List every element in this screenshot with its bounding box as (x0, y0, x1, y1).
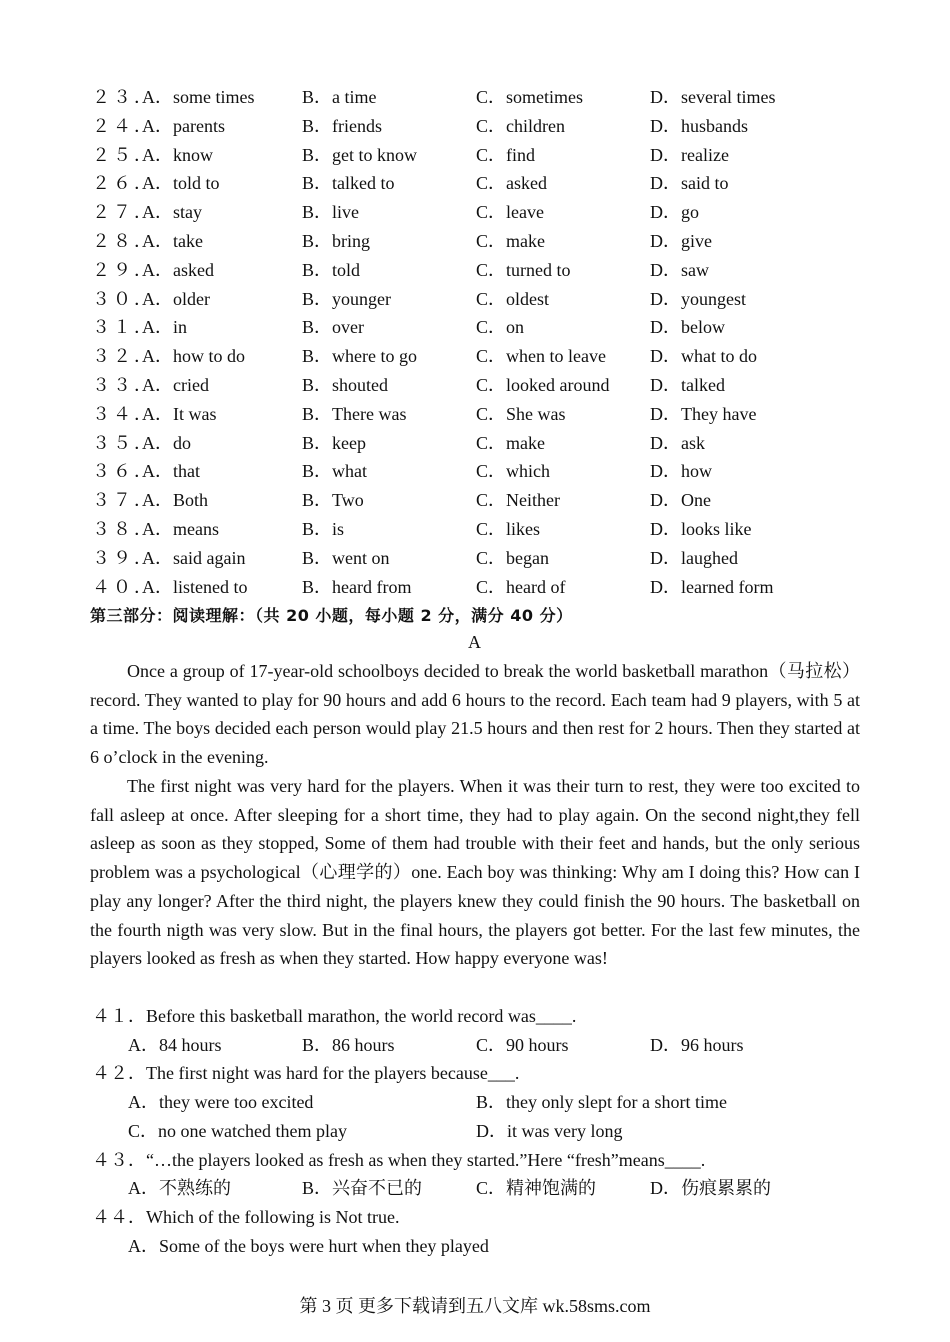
option-a: A．know (142, 144, 213, 165)
option-c: C．make (476, 432, 545, 453)
option-b: B．told (302, 259, 361, 280)
question-number: ３０． (92, 288, 155, 309)
option-c: C．find (476, 144, 536, 165)
question-number: ２５． (92, 144, 155, 165)
option-a: A．take (142, 231, 203, 251)
option-c: C．oldest (476, 288, 550, 309)
option-b: B．friends (302, 115, 382, 136)
option-c: C．likes (476, 519, 541, 539)
option-b: B．is (302, 519, 345, 539)
option-d: D．go (650, 202, 699, 223)
option-b: B．a time (302, 87, 377, 107)
option-d: D．said to (650, 173, 729, 194)
option-d: D．realize (650, 144, 729, 165)
question-number: ３５． (92, 432, 155, 453)
question-42-stem: ４２．The first night was hard for the players because___. (92, 1063, 520, 1083)
option-a: A．some times (142, 87, 255, 107)
option-d: D．below (650, 317, 725, 338)
option-d: D．looks like (650, 519, 752, 539)
question-41-stem: ４１．Before this basketball marathon, the world record was____. (92, 1006, 577, 1026)
page-footer: 第 3 页 更多下载请到五八文库 wk.58sms.com (299, 1296, 651, 1316)
option-c: C．Neither (476, 490, 560, 511)
option-a: A．cried (142, 375, 209, 395)
passage-title: A (468, 632, 481, 652)
section-title: 第三部分：阅读理解：（共 20 小题，每小题 2 分，满分 40 分） (90, 606, 573, 625)
question-42-option-a: A．they were too excited (128, 1092, 314, 1112)
option-d: D．saw (650, 259, 709, 280)
option-c: C．looked around (476, 375, 610, 395)
option-b: B．what (302, 461, 367, 482)
option-b: B．get to know (302, 144, 417, 165)
option-a: A．listened to (142, 576, 248, 597)
question-41-option-b: B．86 hours (302, 1035, 395, 1055)
option-c: C．leave (476, 202, 544, 223)
option-b: B．where to go (302, 346, 417, 367)
option-c: C．began (476, 547, 549, 568)
question-42-option-c: C．no one watched them play (128, 1121, 347, 1141)
question-number: ３９． (92, 547, 155, 568)
option-b: B．Two (302, 490, 364, 511)
question-number: ２９． (92, 259, 155, 280)
option-a: A．parents (142, 115, 225, 136)
question-number: ２８． (92, 231, 155, 251)
option-a: A．asked (142, 259, 214, 280)
option-b: B．shouted (302, 375, 389, 395)
option-a: A．in (142, 317, 187, 338)
option-a: A．older (142, 288, 210, 309)
question-number: ３１． (92, 317, 155, 338)
question-number: ３２． (92, 346, 155, 367)
option-c: C．heard of (476, 576, 566, 597)
question-43-stem: ４３．“…the players looked as fresh as when they started.”Here “fresh”means____. (92, 1150, 706, 1170)
option-b: B．went on (302, 547, 390, 568)
passage-paragraph: The first night was very hard for the players. When it was their turn to rest, they were too excited to fall asleep at once. After sleeping for a short time, they had to play again. On the second night,they fell asleep as soon as they stopped, Some of them had trouble with their feet and hands, but the only serious problem was a psychological（心理学的）one. Each boy was thinking: Why am I doing this? How can I play any longer? After the third night, the players knew they could finish the 90 hours. The basketball on the fourth nigth was very slow. But in the final hours, the players got better. For the last few minutes, the players looked as fresh as when they started. How happy everyone was! (90, 776, 860, 969)
question-44-option-a: A．Some of the boys were hurt when they played (128, 1236, 489, 1256)
option-a: A．stay (142, 202, 202, 223)
option-b: B．There was (302, 403, 407, 424)
question-43-option-b: B．兴奋不已的 (302, 1178, 423, 1198)
question-number: ２６． (92, 173, 155, 194)
option-c: C．make (476, 231, 545, 251)
option-a: A．that (142, 461, 200, 482)
option-d: D．youngest (650, 288, 746, 309)
option-b: B．live (302, 202, 359, 223)
question-number: ３７． (92, 490, 155, 511)
option-b: B．younger (302, 288, 391, 309)
option-c: C．children (476, 115, 565, 136)
option-d: D．They have (650, 403, 757, 424)
option-d: D．One (650, 490, 711, 511)
question-number: ２７． (92, 202, 155, 223)
option-b: B．bring (302, 231, 371, 251)
question-41-option-d: D．96 hours (650, 1035, 744, 1055)
option-c: C．turned to (476, 259, 571, 280)
option-d: D．husbands (650, 115, 748, 136)
option-a: A．Both (142, 490, 209, 511)
option-c: C．sometimes (476, 87, 583, 107)
option-b: B．heard from (302, 576, 412, 597)
option-a: A．do (142, 432, 191, 453)
option-a: A．It was (142, 403, 217, 424)
question-41-option-a: A．84 hours (128, 1035, 222, 1055)
question-41-option-c: C．90 hours (476, 1035, 569, 1055)
question-number: ３８． (92, 519, 155, 539)
option-c: C．She was (476, 403, 566, 424)
option-d: D．laughed (650, 547, 738, 568)
option-d: D．learned form (650, 576, 774, 597)
option-c: C．which (476, 461, 550, 482)
question-43-option-a: A．不熟练的 (128, 1178, 231, 1198)
option-d: D．several times (650, 87, 776, 107)
question-number: ３４． (92, 403, 155, 424)
option-a: A．said again (142, 547, 246, 568)
question-number: ２３． (92, 87, 155, 107)
option-d: D．what to do (650, 346, 757, 367)
option-b: B．keep (302, 432, 366, 453)
question-number: ２４． (92, 115, 155, 136)
question-43-option-d: D．伤痕累累的 (650, 1178, 771, 1198)
option-c: C．when to leave (476, 346, 606, 367)
option-b: B．talked to (302, 173, 395, 194)
question-43-option-c: C．精神饱满的 (476, 1178, 597, 1198)
question-42-option-d: D．it was very long (476, 1121, 623, 1141)
option-d: D．talked (650, 375, 725, 395)
option-a: A．told to (142, 173, 220, 194)
passage-paragraph: Once a group of 17-year-old schoolboys decided to break the world basketball marathon（马拉松）record. They wanted to play for 90 hours and add 6 hours to the record. Each team had 9 players, with 5 at a time. The boys decided each person would play 21.5 hours and then rest for 2 hours. Then they started at 6 o’clock in the evening. (90, 661, 860, 768)
question-44-stem: ４４．Which of the following is Not true. (92, 1207, 400, 1227)
option-c: C．on (476, 317, 525, 338)
question-42-option-b: B．they only slept for a short time (476, 1092, 727, 1112)
question-number: ３６． (92, 461, 155, 482)
question-number: ４０． (92, 576, 155, 597)
option-a: A．means (142, 519, 219, 539)
option-c: C．asked (476, 173, 547, 194)
option-b: B．over (302, 317, 364, 338)
option-a: A．how to do (142, 346, 245, 367)
option-d: D．ask (650, 432, 705, 453)
option-d: D．how (650, 461, 712, 482)
option-d: D．give (650, 231, 712, 251)
question-number: ３３． (92, 375, 155, 395)
